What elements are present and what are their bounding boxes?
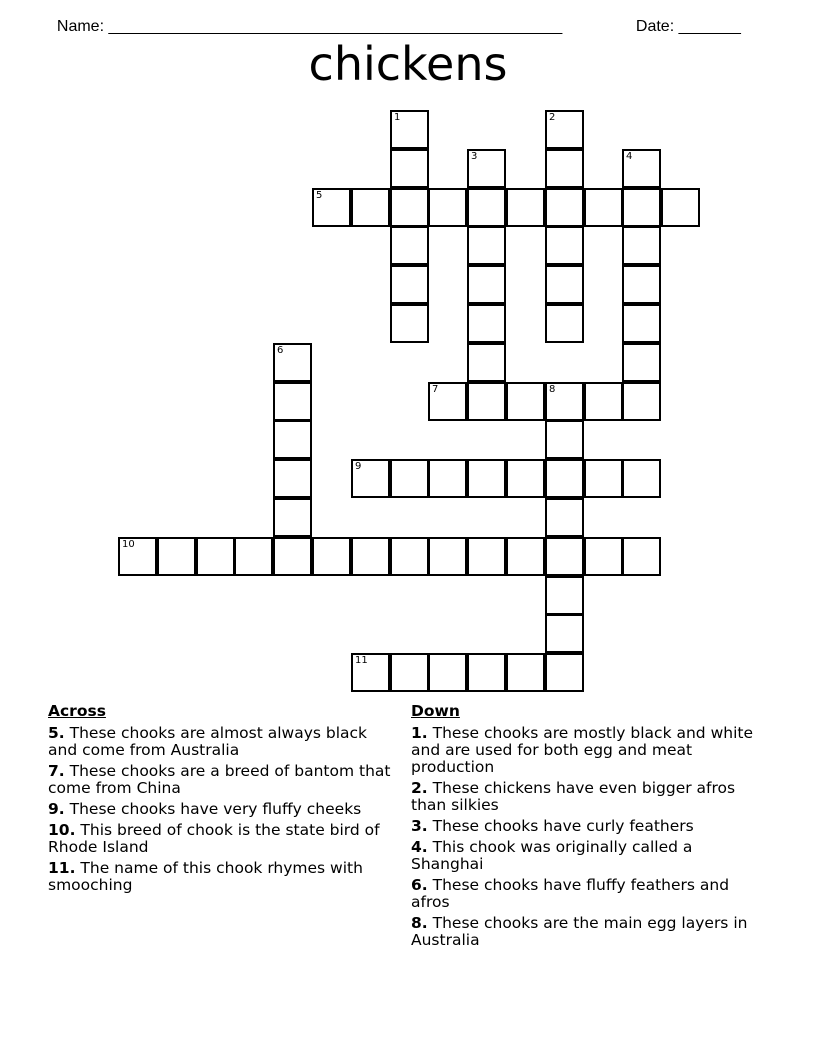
grid-cell[interactable] [273, 420, 312, 459]
grid-cell[interactable] [428, 382, 467, 421]
clue-number: 5. [48, 724, 65, 742]
grid-cell[interactable] [273, 382, 312, 421]
cell-number: 9 [355, 461, 362, 472]
across-heading: Across [48, 702, 106, 720]
date-line[interactable]: _______ [678, 18, 741, 35]
grid-cell[interactable] [545, 420, 584, 459]
grid-cell[interactable] [545, 459, 584, 498]
grid-cell[interactable] [545, 498, 584, 537]
grid-cell[interactable] [506, 188, 545, 227]
cell-number: 1 [394, 112, 401, 123]
grid-cell[interactable] [390, 537, 429, 576]
clue-across-10 [48, 822, 398, 856]
grid-cell[interactable] [351, 653, 390, 692]
cell-number: 7 [432, 384, 439, 395]
grid-cell[interactable] [157, 537, 196, 576]
grid-cell[interactable] [622, 537, 661, 576]
grid-cell[interactable] [467, 382, 506, 421]
grid-cell[interactable] [234, 537, 273, 576]
across-clues [48, 703, 398, 898]
clue-number: 10. [48, 821, 76, 839]
grid-cell[interactable] [390, 653, 429, 692]
clue-text: These chooks are a breed of bantom that come from China [48, 762, 391, 797]
grid-cell[interactable] [312, 188, 351, 227]
grid-cell[interactable] [467, 304, 506, 343]
grid-cell[interactable] [545, 614, 584, 653]
grid-cell[interactable] [467, 149, 506, 188]
grid-cell[interactable] [428, 188, 467, 227]
grid-cell[interactable] [545, 226, 584, 265]
grid-cell[interactable] [390, 459, 429, 498]
cell-number: 5 [316, 190, 323, 201]
grid-cell[interactable] [273, 537, 312, 576]
grid-cell[interactable] [545, 110, 584, 149]
clue-down-8 [411, 915, 756, 949]
clue-number: 4. [411, 838, 428, 856]
name-label: Name: [56, 18, 109, 35]
clue-text: These chooks are mostly black and white and are used for both egg and meat production [411, 724, 753, 776]
clue-text: These chooks are the main egg layers in Australia [411, 914, 748, 949]
grid-cell[interactable] [351, 537, 390, 576]
grid-cell[interactable] [506, 653, 545, 692]
clue-text: This chook was originally called a Shanghai [411, 838, 693, 873]
grid-cell[interactable] [622, 265, 661, 304]
grid-cell[interactable] [467, 226, 506, 265]
grid-cell[interactable] [312, 537, 351, 576]
grid-cell[interactable] [506, 537, 545, 576]
grid-cell[interactable] [390, 149, 429, 188]
cell-number: 2 [549, 112, 556, 123]
grid-cell[interactable] [622, 149, 661, 188]
clue-down-6 [411, 877, 756, 911]
grid-cell[interactable] [545, 188, 584, 227]
clue-text: These chooks have curly feathers [427, 817, 694, 835]
grid-cell[interactable] [545, 149, 584, 188]
grid-cell[interactable] [351, 188, 390, 227]
clue-down-1 [411, 725, 756, 776]
clue-number: 7. [48, 762, 65, 780]
grid-cell[interactable] [390, 188, 429, 227]
grid-cell[interactable] [390, 265, 429, 304]
clue-number: 8. [411, 914, 428, 932]
clue-number: 11. [48, 859, 76, 877]
grid-cell[interactable] [467, 537, 506, 576]
date-label: Date: [635, 18, 679, 35]
clue-across-11 [48, 860, 398, 894]
grid-cell[interactable] [351, 459, 390, 498]
clue-across-9 [48, 801, 398, 818]
grid-cell[interactable] [118, 537, 157, 576]
grid-cell[interactable] [273, 459, 312, 498]
clue-down-2 [411, 780, 756, 814]
clue-across-5 [48, 725, 398, 759]
grid-cell[interactable] [467, 343, 506, 382]
grid-cell[interactable] [622, 304, 661, 343]
clue-text: This breed of chook is the state bird of Rhode Island [48, 821, 380, 856]
grid-cell[interactable] [622, 382, 661, 421]
grid-cell[interactable] [390, 226, 429, 265]
clue-down-4 [411, 839, 756, 873]
clue-across-7 [48, 763, 398, 797]
grid-cell[interactable] [622, 188, 661, 227]
clue-text: The name of this chook rhymes with smooching [48, 859, 363, 894]
grid-cell[interactable] [428, 459, 467, 498]
clue-number: 1. [411, 724, 428, 742]
clue-text: These chooks have very fluffy cheeks [64, 800, 362, 818]
clue-number: 6. [411, 876, 428, 894]
grid-cell[interactable] [467, 459, 506, 498]
puzzle-title: chickens [308, 37, 508, 91]
grid-cell[interactable] [622, 459, 661, 498]
grid-cell[interactable] [545, 537, 584, 576]
grid-cell[interactable] [622, 343, 661, 382]
cell-number: 8 [549, 384, 556, 395]
clue-text: These chickens have even bigger afros than silkies [411, 779, 736, 814]
grid-cell[interactable] [506, 382, 545, 421]
clue-text: These chooks have fluffy feathers and afros [411, 876, 730, 911]
grid-cell[interactable] [467, 265, 506, 304]
grid-cell[interactable] [506, 459, 545, 498]
grid-cell[interactable] [584, 537, 623, 576]
grid-cell[interactable] [584, 459, 623, 498]
grid-cell[interactable] [545, 304, 584, 343]
clue-down-3 [411, 818, 756, 835]
down-heading: Down [411, 702, 460, 720]
name-line[interactable]: ___________________________________________________ [108, 18, 563, 35]
grid-cell[interactable] [273, 498, 312, 537]
clue-text: These chooks are almost always black and come from Australia [48, 724, 368, 759]
down-clues [411, 703, 756, 953]
grid-cell[interactable] [545, 382, 584, 421]
grid-cell[interactable] [390, 110, 429, 149]
grid-cell[interactable] [467, 188, 506, 227]
clue-number: 9. [48, 800, 65, 818]
grid-cell[interactable] [428, 537, 467, 576]
grid-cell[interactable] [390, 304, 429, 343]
grid-cell[interactable] [545, 576, 584, 615]
grid-cell[interactable] [584, 188, 623, 227]
grid-cell[interactable] [545, 653, 584, 692]
clue-number: 2. [411, 779, 428, 797]
grid-cell[interactable] [661, 188, 700, 227]
grid-cell[interactable] [273, 343, 312, 382]
grid-cell[interactable] [428, 653, 467, 692]
cell-number: 6 [277, 345, 284, 356]
cell-number: 10 [122, 539, 135, 550]
grid-cell[interactable] [467, 653, 506, 692]
clue-number: 3. [411, 817, 428, 835]
grid-cell[interactable] [622, 226, 661, 265]
grid-cell[interactable] [584, 382, 623, 421]
cell-number: 4 [626, 151, 633, 162]
grid-cell[interactable] [545, 265, 584, 304]
grid-cell[interactable] [196, 537, 235, 576]
cell-number: 3 [471, 151, 478, 162]
cell-number: 11 [355, 655, 368, 666]
